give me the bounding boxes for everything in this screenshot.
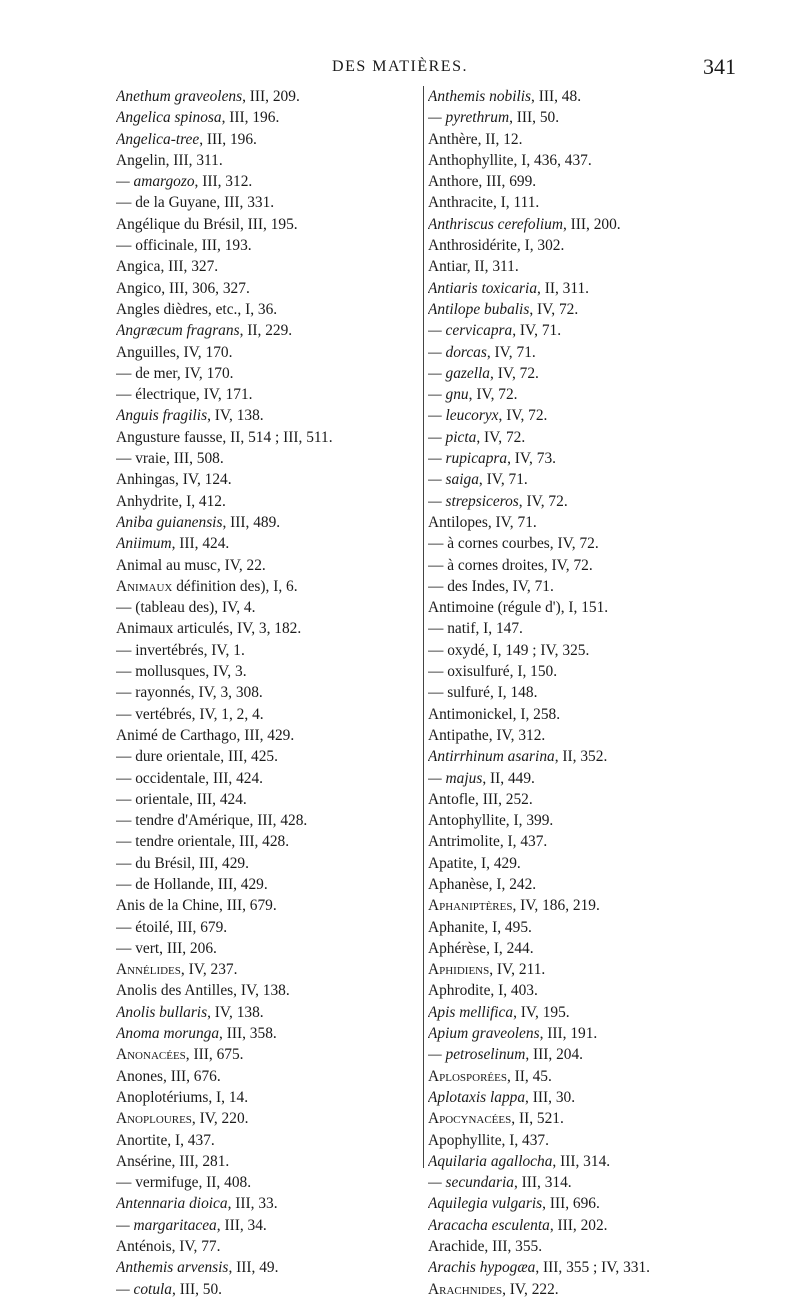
index-term: Animé de Carthago, III, 429. — [116, 726, 295, 744]
index-entry — [116, 746, 416, 767]
index-entry — [428, 405, 758, 426]
index-locator: , IV, 237. — [180, 961, 238, 979]
index-term: Angusture fausse, II, 514 ; III, 511. — [116, 428, 333, 446]
index-term: Antimonickel, I, 258. — [428, 705, 561, 723]
index-term: Anthore, III, 699. — [428, 173, 537, 191]
index-term: — dure orientale, III, 425. — [116, 748, 278, 766]
index-entry — [116, 1257, 416, 1278]
index-term: Angelica spinosa — [116, 109, 222, 127]
index-term: Anthrosidérite, I, 302. — [428, 237, 565, 255]
index-locator: , III, 196. — [199, 130, 257, 148]
index-entry — [116, 491, 416, 512]
index-locator: , III, 355 ; IV, 331. — [535, 1259, 651, 1277]
index-term: — à cornes droites, IV, 72. — [428, 556, 593, 574]
index-locator: , II, 521. — [511, 1110, 564, 1128]
index-term: Antipathe, IV, 312. — [428, 726, 546, 744]
index-term: — étoilé, III, 679. — [116, 918, 228, 936]
index-entry — [116, 1215, 416, 1236]
index-entry — [116, 427, 416, 448]
index-term: Anténois, IV, 77. — [116, 1238, 221, 1256]
index-locator: , IV, 72. — [476, 428, 526, 446]
index-entry — [116, 533, 416, 554]
index-term: Antiaris toxicaria — [428, 279, 538, 297]
index-entry — [428, 789, 758, 810]
index-entry — [116, 1002, 416, 1023]
index-locator: , IV, 222. — [502, 1280, 559, 1298]
index-entry — [428, 555, 758, 576]
index-entry — [428, 192, 758, 213]
index-entry — [428, 1257, 758, 1278]
running-head — [0, 54, 800, 84]
index-term: Antirrhinum asarina — [428, 748, 555, 766]
index-term: — orientale, III, 424. — [116, 790, 247, 808]
index-locator: , III, 314. — [552, 1152, 611, 1170]
index-term: Aquilaria agallocha — [428, 1152, 553, 1170]
index-locator: , III, 489. — [222, 513, 281, 531]
index-term: Anoploures — [116, 1110, 192, 1128]
index-locator: , II, 311. — [537, 279, 590, 297]
index-term: Anolis bullaris — [116, 1003, 208, 1021]
index-term: Angles dièdres, etc., I, 36. — [116, 300, 278, 318]
index-column-right — [423, 86, 758, 1298]
index-entry — [116, 1023, 416, 1044]
index-locator: , III, 675. — [185, 1046, 244, 1064]
index-entry — [428, 320, 758, 341]
index-term: Aphaniptères — [428, 897, 513, 915]
index-term: — officinale, III, 193. — [116, 237, 252, 255]
index-locator: , III, 50. — [509, 109, 560, 127]
index-entry — [428, 1130, 758, 1151]
index-locator: , II, 352. — [554, 748, 608, 766]
index-term: — rupicapra — [428, 450, 508, 468]
index-term: Anhydrite, I, 412. — [116, 492, 226, 510]
index-term: Anonacées — [116, 1046, 186, 1064]
index-entry — [116, 469, 416, 490]
index-term: Anguis fragilis — [116, 407, 208, 425]
index-entry — [428, 1172, 758, 1193]
index-entry — [116, 704, 416, 725]
index-entry — [116, 129, 416, 150]
index-entry — [428, 704, 758, 725]
index-term: Antofle, III, 252. — [428, 790, 533, 808]
index-term: Apophyllite, I, 437. — [428, 1131, 549, 1149]
index-entry — [116, 192, 416, 213]
index-term: — majus — [428, 769, 483, 787]
index-entry — [428, 448, 758, 469]
index-entry — [116, 278, 416, 299]
index-entry — [428, 810, 758, 831]
index-entry — [428, 171, 758, 192]
index-term: Aphrodite, I, 403. — [428, 982, 538, 1000]
index-entry — [428, 491, 758, 512]
index-column-left — [116, 86, 416, 1300]
index-locator: , IV, 72. — [498, 407, 548, 425]
index-entry — [428, 980, 758, 1001]
index-entry — [428, 682, 758, 703]
index-locator: , III, 358. — [219, 1025, 277, 1043]
index-term: — électrique, IV, 171. — [116, 386, 253, 404]
index-locator: , III, 696. — [542, 1195, 600, 1213]
index-entry — [116, 1279, 416, 1300]
index-entry — [428, 256, 758, 277]
index-locator: , III, 202. — [549, 1216, 608, 1234]
index-term: — rayonnés, IV, 3, 308. — [116, 684, 263, 702]
index-locator: , IV, 71. — [478, 471, 528, 489]
index-term: Angica, III, 327. — [116, 258, 219, 276]
running-title: DES MATIÈRES. — [332, 58, 468, 75]
index-locator: , IV, 195. — [513, 1003, 570, 1021]
index-term: Antophyllite, I, 399. — [428, 812, 554, 830]
index-entry — [428, 597, 758, 618]
index-entry — [428, 384, 758, 405]
index-locator: , II, 229. — [239, 322, 293, 340]
index-entry — [116, 363, 416, 384]
index-entry — [428, 214, 758, 235]
index-term: Angelin, III, 311. — [116, 151, 223, 169]
index-term: — picta — [428, 428, 477, 446]
index-term: — des Indes, IV, 71. — [428, 577, 554, 595]
index-entry — [116, 555, 416, 576]
index-entry — [116, 1236, 416, 1257]
index-entry — [116, 618, 416, 639]
index-term: Aphanite, I, 495. — [428, 918, 532, 936]
index-entry — [116, 895, 416, 916]
index-term: Apatite, I, 429. — [428, 854, 521, 872]
index-entry — [428, 1215, 758, 1236]
index-locator: , III, 49. — [228, 1259, 279, 1277]
index-term: Arachide, III, 355. — [428, 1238, 543, 1256]
index-entry — [116, 1130, 416, 1151]
index-locator: , III, 50. — [172, 1280, 223, 1298]
index-term: — tendre orientale, III, 428. — [116, 833, 290, 851]
index-entry — [428, 1044, 758, 1065]
index-term: — vermifuge, II, 408. — [116, 1174, 252, 1192]
index-term: Angelica-tree — [116, 130, 200, 148]
index-entry — [116, 405, 416, 426]
index-entry — [116, 214, 416, 235]
index-term: Angræcum fragrans — [116, 322, 240, 340]
index-term: Anthracite, I, 111. — [428, 194, 540, 212]
index-locator: , IV, 72. — [490, 364, 539, 382]
index-term: Animal au musc, IV, 22. — [116, 556, 266, 574]
index-term: Ansérine, III, 281. — [116, 1152, 230, 1170]
index-locator: , III, 34. — [216, 1216, 267, 1234]
index-term: — gnu — [428, 386, 469, 404]
index-locator: , II, 449. — [482, 769, 535, 787]
index-entry — [428, 576, 758, 597]
index-entry — [116, 853, 416, 874]
index-entry — [116, 1172, 416, 1193]
index-locator: , III, 191. — [539, 1025, 598, 1043]
index-entry — [428, 1002, 758, 1023]
index-entry — [116, 831, 416, 852]
index-term: — à cornes courbes, IV, 72. — [428, 535, 599, 553]
index-entry — [428, 278, 758, 299]
index-entry — [428, 938, 758, 959]
index-locator: , IV, 71. — [512, 322, 562, 340]
index-entry — [428, 895, 758, 916]
index-locator: , II, 45. — [506, 1067, 552, 1085]
index-term: — de Hollande, III, 429. — [116, 875, 268, 893]
index-term: Aphanèse, I, 242. — [428, 875, 537, 893]
index-locator: , IV, 220. — [191, 1110, 249, 1128]
index-entry — [116, 512, 416, 533]
index-term: Arachnides — [428, 1280, 503, 1298]
index-entry — [428, 1151, 758, 1172]
index-term: Anones, III, 676. — [116, 1067, 221, 1085]
index-term: Apium graveolens — [428, 1025, 540, 1043]
index-entry — [116, 1193, 416, 1214]
index-entry — [428, 853, 758, 874]
index-entry — [428, 768, 758, 789]
index-locator: , IV, 73. — [507, 450, 556, 468]
index-locator: , III, 33. — [227, 1195, 278, 1213]
index-term: — dorcas — [428, 343, 487, 361]
index-entry — [116, 256, 416, 277]
index-locator: , III, 204. — [525, 1046, 584, 1064]
index-entry — [116, 661, 416, 682]
index-term: Aracacha esculenta — [428, 1216, 550, 1234]
index-entry — [428, 874, 758, 895]
index-entry — [428, 1236, 758, 1257]
index-entry — [116, 874, 416, 895]
index-term: Anthemis nobilis — [428, 88, 532, 105]
index-term: — (tableau des), IV, 4. — [116, 599, 256, 617]
index-entry — [116, 640, 416, 661]
index-term: Apis mellifica — [428, 1003, 514, 1021]
index-locator: , III, 209. — [242, 88, 300, 105]
index-entry — [428, 831, 758, 852]
index-entry — [116, 576, 416, 597]
index-term: Anthriscus cerefolium — [428, 215, 563, 233]
index-entry — [116, 1087, 416, 1108]
index-term: — gazella — [428, 364, 490, 382]
index-term: — natif, I, 147. — [428, 620, 523, 638]
index-locator: , IV, 72. — [518, 492, 568, 510]
index-locator: , III, 200. — [562, 215, 621, 233]
index-entry — [428, 469, 758, 490]
index-entry — [428, 512, 758, 533]
index-term: Anguilles, IV, 170. — [116, 343, 233, 361]
index-entry — [116, 1066, 416, 1087]
index-entry — [428, 150, 758, 171]
index-term: Apocynacées — [428, 1110, 512, 1128]
index-term: — de la Guyane, III, 331. — [116, 194, 275, 212]
index-term: — tendre d'Amérique, III, 428. — [116, 812, 308, 830]
index-term: — de mer, IV, 170. — [116, 364, 234, 382]
index-term: — pyrethrum — [428, 109, 510, 127]
index-entry — [428, 533, 758, 554]
index-entry — [428, 129, 758, 150]
index-entry — [428, 235, 758, 256]
index-term: Anhingas, IV, 124. — [116, 471, 232, 489]
index-entry — [428, 1023, 758, 1044]
index-entry — [428, 1108, 758, 1129]
index-term: Antilopes, IV, 71. — [428, 513, 537, 531]
index-term: — invertébrés, IV, 1. — [116, 641, 245, 659]
index-term: — oxydé, I, 149 ; IV, 325. — [428, 641, 590, 659]
index-locator: , III, 48. — [531, 88, 582, 105]
index-term: Anthère, II, 12. — [428, 130, 523, 148]
index-entry — [116, 597, 416, 618]
index-term: Animaux articulés, IV, 3, 182. — [116, 620, 302, 638]
index-entry — [428, 746, 758, 767]
index-term: — strepsiceros — [428, 492, 519, 510]
index-term: Angico, III, 306, 327. — [116, 279, 250, 297]
index-term: — leucoryx — [428, 407, 499, 425]
index-entry — [428, 917, 758, 938]
index-entry — [428, 640, 758, 661]
index-entry — [116, 384, 416, 405]
index-locator: , IV, 138. — [207, 407, 264, 425]
index-term: — vraie, III, 508. — [116, 450, 224, 468]
index-entry — [428, 363, 758, 384]
index-entry — [428, 1193, 758, 1214]
index-entry — [116, 789, 416, 810]
index-entry — [428, 1087, 758, 1108]
index-term: Aquilegia vulgaris — [428, 1195, 543, 1213]
index-entry — [116, 980, 416, 1001]
index-entry — [428, 427, 758, 448]
index-term: Aniba guianensis — [116, 513, 223, 531]
index-entry — [116, 1151, 416, 1172]
index-term: Angélique du Brésil, III, 195. — [116, 215, 298, 233]
index-locator: , IV, 72. — [529, 300, 579, 318]
index-entry — [428, 959, 758, 980]
index-entry — [116, 107, 416, 128]
index-locator: , III, 30. — [525, 1088, 576, 1106]
index-entry — [428, 299, 758, 320]
index-term: — cervicapra — [428, 322, 513, 340]
index-locator: , IV, 71. — [486, 343, 536, 361]
index-entry — [116, 150, 416, 171]
index-entry — [428, 1066, 758, 1087]
index-entry — [116, 1108, 416, 1129]
index-entry — [428, 661, 758, 682]
index-locator: , III, 424. — [171, 535, 230, 553]
index-term: Antilope bubalis — [428, 300, 530, 318]
index-term: Annélides — [116, 961, 181, 979]
index-term: — saiga — [428, 471, 479, 489]
index-entry — [116, 235, 416, 256]
index-entry — [116, 768, 416, 789]
index-term: — vertébrés, IV, 1, 2, 4. — [116, 705, 264, 723]
index-entry — [116, 959, 416, 980]
index-entry — [116, 299, 416, 320]
index-term: Antiar, II, 311. — [428, 258, 519, 276]
index-term: Anthophyllite, I, 436, 437. — [428, 151, 592, 169]
index-term: Antrimolite, I, 437. — [428, 833, 548, 851]
index-term: — cotula — [116, 1280, 173, 1298]
index-locator: , III, 314. — [513, 1174, 572, 1192]
index-entry — [116, 86, 416, 107]
index-locator: , III, 196. — [221, 109, 280, 127]
index-term: Anethum graveolens — [116, 88, 243, 105]
index-entry — [116, 342, 416, 363]
index-locator: définition des), I, 6. — [172, 577, 298, 595]
index-term: Aplotaxis lappa — [428, 1088, 526, 1106]
index-term: Aphérèse, I, 244. — [428, 939, 534, 957]
index-locator: , IV, 211. — [489, 961, 546, 979]
index-entry — [428, 725, 758, 746]
index-entry — [116, 682, 416, 703]
index-locator: , IV, 138. — [207, 1003, 264, 1021]
index-locator: , III, 312. — [194, 173, 253, 191]
index-term: — sulfuré, I, 148. — [428, 684, 538, 702]
index-entry — [116, 938, 416, 959]
index-term: — occidentale, III, 424. — [116, 769, 264, 787]
index-entry — [116, 917, 416, 938]
index-entry — [428, 86, 758, 107]
index-term: Aplosporées — [428, 1067, 507, 1085]
index-term: Antimoine (régule d'), I, 151. — [428, 599, 609, 617]
page-number: 341 — [703, 54, 736, 79]
index-term: Arachis hypogæa — [428, 1259, 536, 1277]
index-entry — [116, 320, 416, 341]
index-term: Anortite, I, 437. — [116, 1131, 215, 1149]
index-entry — [116, 810, 416, 831]
index-term: Anthemis arvensis — [116, 1259, 229, 1277]
index-entry — [428, 342, 758, 363]
index-entry — [428, 107, 758, 128]
index-entry — [428, 618, 758, 639]
index-term: Animaux — [116, 577, 173, 595]
index-term: — du Brésil, III, 429. — [116, 854, 249, 872]
index-entry — [428, 1279, 758, 1300]
index-term: — petroselinum — [428, 1046, 526, 1064]
index-term: — secundaria — [428, 1174, 514, 1192]
index-term: — margaritacea — [116, 1216, 217, 1234]
index-term: Aphidiens — [428, 961, 490, 979]
index-locator: , IV, 72. — [468, 386, 518, 404]
index-entry — [116, 171, 416, 192]
index-term: — vert, III, 206. — [116, 939, 217, 957]
index-term: Anoma morunga — [116, 1025, 220, 1043]
index-entry — [116, 725, 416, 746]
index-entry — [116, 448, 416, 469]
index-term: Anolis des Antilles, IV, 138. — [116, 982, 290, 1000]
index-term: — oxisulfuré, I, 150. — [428, 663, 558, 681]
index-term: Aniimum — [116, 535, 172, 553]
index-entry — [116, 1044, 416, 1065]
index-term: Anis de la Chine, III, 679. — [116, 897, 277, 915]
index-term: Antennaria dioica — [116, 1195, 228, 1213]
index-locator: , IV, 186, 219. — [512, 897, 600, 915]
index-term: — amargozo — [116, 173, 195, 191]
index-term: — mollusques, IV, 3. — [116, 663, 247, 681]
index-term: Anoplotériums, I, 14. — [116, 1088, 249, 1106]
